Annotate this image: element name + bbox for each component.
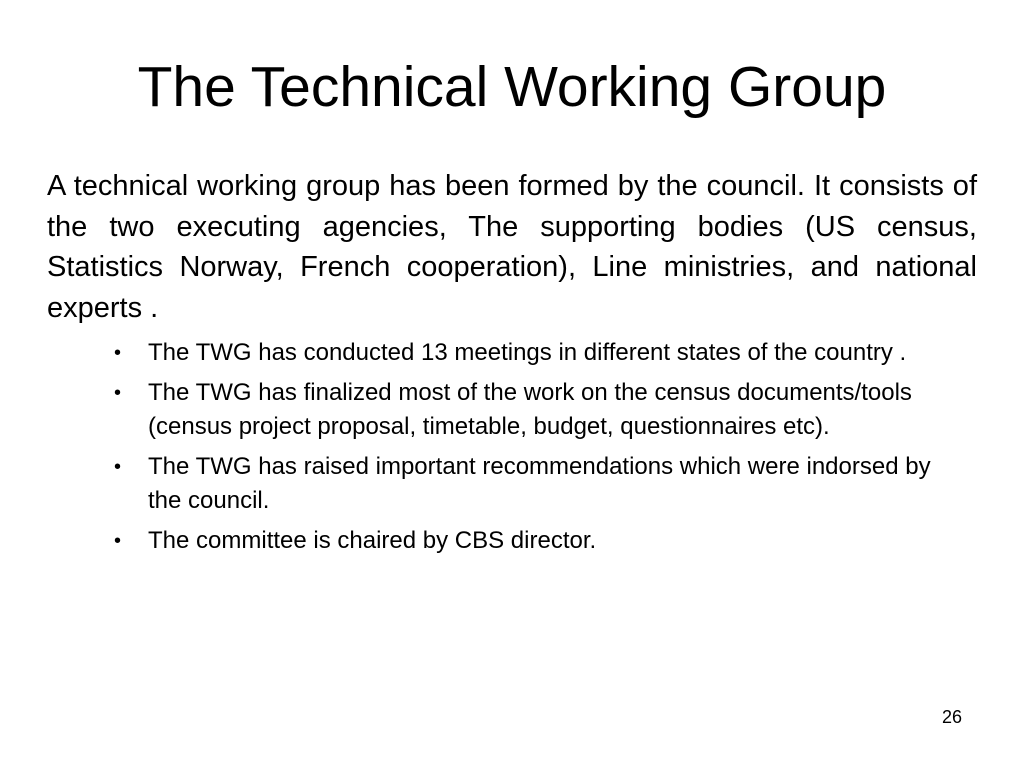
bullet-icon: • (114, 342, 122, 364)
bullet-icon: • (114, 455, 122, 478)
bullet-item (114, 336, 948, 371)
bullet-icon: • (114, 529, 122, 552)
bullet-text: The TWG has finalized most of the work on the census documents/tools (census project proposal, timetable, budget, questionnaires etc). (148, 378, 912, 440)
page-number: 26 (941, 707, 962, 727)
bullet-item (114, 524, 948, 559)
bullet-icon: • (114, 381, 122, 404)
bullet-text: The TWG has raised important recommendations which were indorsed by the council. (148, 452, 931, 514)
bullet-item (114, 450, 948, 519)
bullet-list (114, 336, 948, 563)
intro-paragraph: A technical working group has been formed by the council. It consists of the two executing agencies, The supporting bodies (US census, Statistics Norway, French cooperation), Line ministries, and national experts . (47, 170, 977, 324)
bullet-item (114, 376, 948, 445)
bullet-text: The TWG has conducted 13 meetings in different states of the country . (148, 339, 907, 366)
bullet-text: The committee is chaired by CBS director. (148, 526, 597, 554)
slide-title: The Technical Working Group (137, 55, 887, 119)
